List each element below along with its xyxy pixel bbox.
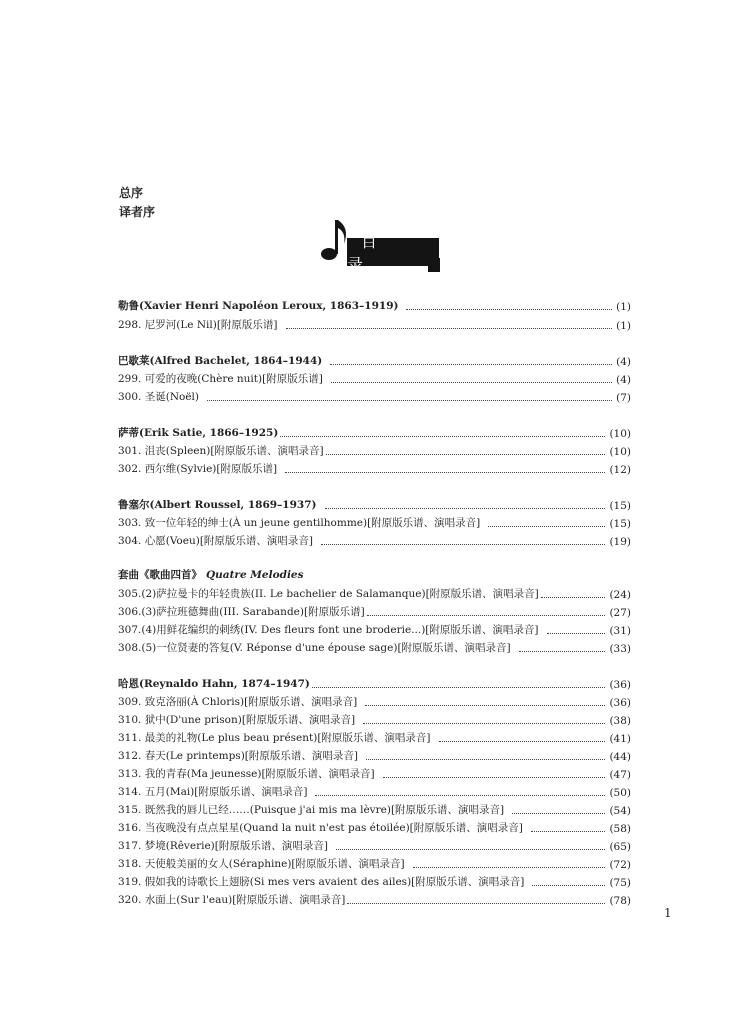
toc-composer-hahn[interactable] xyxy=(118,673,631,691)
toc-entry[interactable] xyxy=(118,763,631,781)
dot-leader xyxy=(207,400,612,401)
suite-title-fr: Quatre Melodies xyxy=(206,569,304,581)
toc-entry[interactable] xyxy=(118,781,631,799)
dot-leader xyxy=(488,526,605,527)
toc-entry[interactable] xyxy=(118,440,631,458)
toc-entry[interactable] xyxy=(118,727,631,745)
entry-title: 299. 可爱的夜晚(Chère nuit)[附原版乐谱] xyxy=(118,373,323,385)
page-ref: (36) xyxy=(609,679,631,691)
page-ref: (33) xyxy=(609,643,631,655)
page-ref: (41) xyxy=(609,733,631,745)
dot-leader xyxy=(336,849,605,850)
page-ref: (12) xyxy=(609,464,631,476)
toc-entry[interactable] xyxy=(118,835,631,853)
entry-title: 304. 心愿(Voeu)[附原版乐谱、演唱录音] xyxy=(118,535,314,547)
page-ref: (4) xyxy=(616,356,631,368)
dot-leader xyxy=(347,903,605,904)
composer-name: 鲁塞尔(Albert Roussel, 1869–1937) xyxy=(118,499,317,511)
toc-entry[interactable] xyxy=(118,709,631,727)
page-ref: (4) xyxy=(616,374,631,386)
page-ref: (54) xyxy=(609,805,631,817)
entry-title: 319. 假如我的诗歌长上翅膀(Si mes vers avaient des ailes)[附原版乐谱、演唱录音] xyxy=(118,876,525,888)
dot-leader xyxy=(519,651,606,652)
front-matter-general-preface: 总序 xyxy=(119,186,144,200)
toc-entry[interactable] xyxy=(118,386,631,404)
entry-title: 310. 狱中(D'une prison)[附原版乐谱、演唱录音] xyxy=(118,714,356,726)
page-ref: (65) xyxy=(609,841,631,853)
dot-leader xyxy=(325,508,606,509)
dot-leader xyxy=(280,436,605,437)
page-ref: (7) xyxy=(616,392,631,404)
dot-leader xyxy=(439,741,606,742)
entry-title: 309. 致克洛丽(À Chloris)[附原版乐谱、演唱录音] xyxy=(118,696,358,708)
page-ref: (38) xyxy=(609,715,631,727)
page-ref: (15) xyxy=(609,500,631,512)
page-number: 1 xyxy=(664,906,672,920)
toc-entry[interactable] xyxy=(118,817,631,835)
page-ref: (10) xyxy=(609,428,631,440)
dot-leader xyxy=(365,705,605,706)
entry-title: 320. 水面上(Sur l'eau)[附原版乐谱、演唱录音] xyxy=(118,894,346,906)
entry-title: 317. 梦境(Rêverie)[附原版乐谱、演唱录音] xyxy=(118,840,328,852)
toc-entry[interactable] xyxy=(118,368,631,386)
entry-title: 315. 既然我的唇儿已经……(Puisque j'ai mis ma lèvre)[附原版乐谱、演唱录音] xyxy=(118,804,505,816)
entry-title: 301. 沮丧(Spleen)[附原版乐谱、演唱录音] xyxy=(118,445,324,457)
dot-leader xyxy=(406,309,612,310)
toc-entry[interactable] xyxy=(118,458,631,476)
toc-entry[interactable] xyxy=(118,853,631,871)
page-ref: (50) xyxy=(609,787,631,799)
toc-title: 目 录 xyxy=(347,238,439,266)
dot-leader xyxy=(366,759,605,760)
toc-entry[interactable] xyxy=(118,512,631,530)
toc-entry[interactable] xyxy=(118,691,631,709)
dot-leader xyxy=(285,472,605,473)
front-matter-translator-preface: 译者序 xyxy=(119,205,156,219)
toc-entry[interactable] xyxy=(118,601,631,619)
entry-title: 311. 最美的礼物(Le plus beau présent)[附原版乐谱、演唱录音] xyxy=(118,732,431,744)
page-ref: (10) xyxy=(609,446,631,458)
entry-title: 307.(4)用鲜花编织的刺绣(IV. Des fleurs font une broderie...)[附原版乐谱、演唱录音] xyxy=(118,624,539,636)
entry-title: 302. 西尔维(Sylvie)[附原版乐谱] xyxy=(118,463,278,475)
page-ref: (47) xyxy=(609,769,631,781)
page-ref: (15) xyxy=(609,518,631,530)
toc-composer-roussel[interactable] xyxy=(118,494,631,512)
dot-leader xyxy=(326,454,606,455)
entry-title: 298. 尼罗河(Le Nil)[附原版乐谱] xyxy=(118,319,278,331)
page-ref: (36) xyxy=(609,697,631,709)
toc-composer-satie[interactable] xyxy=(118,422,631,440)
page-ref: (72) xyxy=(609,859,631,871)
toc-entry[interactable] xyxy=(118,745,631,763)
page-ref: (31) xyxy=(609,625,631,637)
page-ref: (1) xyxy=(616,301,631,313)
dot-leader xyxy=(363,723,605,724)
entry-title: 316. 当夜晚没有点点星星(Quand la nuit n'est pas étoilée)[附原版乐谱、演唱录音] xyxy=(118,822,523,834)
toc-entry[interactable] xyxy=(118,530,631,548)
entry-title: 305.(2)萨拉曼卡的年轻贵族(II. Le bachelier de Salamanque)[附原版乐谱、演唱录音] xyxy=(118,588,539,600)
toc-entry[interactable] xyxy=(118,619,631,637)
toc-entry[interactable] xyxy=(118,314,631,332)
composer-name: 巴歇莱(Alfred Bachelet, 1864–1944) xyxy=(118,355,323,367)
page-ref: (78) xyxy=(609,895,631,907)
composer-name: 哈恩(Reynaldo Hahn, 1874–1947) xyxy=(118,678,310,690)
dot-leader xyxy=(541,597,606,598)
dot-leader xyxy=(413,867,606,868)
page-ref: (19) xyxy=(609,536,631,548)
entry-title: 308.(5)一位贤妻的答复(V. Réponse d'une épouse sage)[附原版乐谱、演唱录音] xyxy=(118,642,511,654)
dot-leader xyxy=(512,813,605,814)
dot-leader xyxy=(383,777,606,778)
entry-title: 314. 五月(Mai)[附原版乐谱、演唱录音] xyxy=(118,786,308,798)
entry-title: 306.(3)萨拉班德舞曲(III. Sarabande)[附原版乐谱] xyxy=(118,606,365,618)
entry-title: 312. 春天(Le printemps)[附原版乐谱、演唱录音] xyxy=(118,750,358,762)
page-ref: (58) xyxy=(609,823,631,835)
entry-title: 303. 致一位年轻的绅士(À un jeune gentilhomme)[附原版乐谱、演唱录音] xyxy=(118,517,481,529)
toc-entry[interactable] xyxy=(118,637,631,655)
dot-leader xyxy=(547,633,606,634)
dot-leader xyxy=(331,382,612,383)
toc-composer-leroux[interactable] xyxy=(118,295,631,313)
dot-leader xyxy=(286,328,613,329)
entry-title: 313. 我的青春(Ma jeunesse)[附原版乐谱、演唱录音] xyxy=(118,768,375,780)
dot-leader xyxy=(312,687,606,688)
composer-name: 勒鲁(Xavier Henri Napoléon Leroux, 1863–1919) xyxy=(118,300,399,312)
dot-leader xyxy=(367,615,606,616)
suite-title-cn: 套曲《歌曲四首》 xyxy=(118,569,202,581)
dot-leader xyxy=(321,544,605,545)
toc-entry[interactable] xyxy=(118,799,631,817)
dot-leader xyxy=(330,364,612,365)
toc-entry[interactable] xyxy=(118,583,631,601)
page-ref: (24) xyxy=(609,589,631,601)
dot-leader xyxy=(531,831,606,832)
page-ref: (1) xyxy=(616,320,631,332)
page-ref: (75) xyxy=(609,877,631,889)
page-ref: (44) xyxy=(609,751,631,763)
entry-title: 300. 圣诞(Noël) xyxy=(118,391,199,403)
dot-leader xyxy=(315,795,605,796)
page-ref: (27) xyxy=(609,607,631,619)
dot-leader xyxy=(532,885,605,886)
toc-composer-bachelet[interactable] xyxy=(118,350,631,368)
composer-name: 萨蒂(Erik Satie, 1866–1925) xyxy=(118,427,279,439)
entry-title: 318. 天使般美丽的女人(Séraphine)[附原版乐谱、演唱录音] xyxy=(118,858,405,870)
toc-suite-heading[interactable] xyxy=(118,567,304,582)
toc-entry[interactable] xyxy=(118,889,631,907)
toc-entry[interactable] xyxy=(118,871,631,889)
